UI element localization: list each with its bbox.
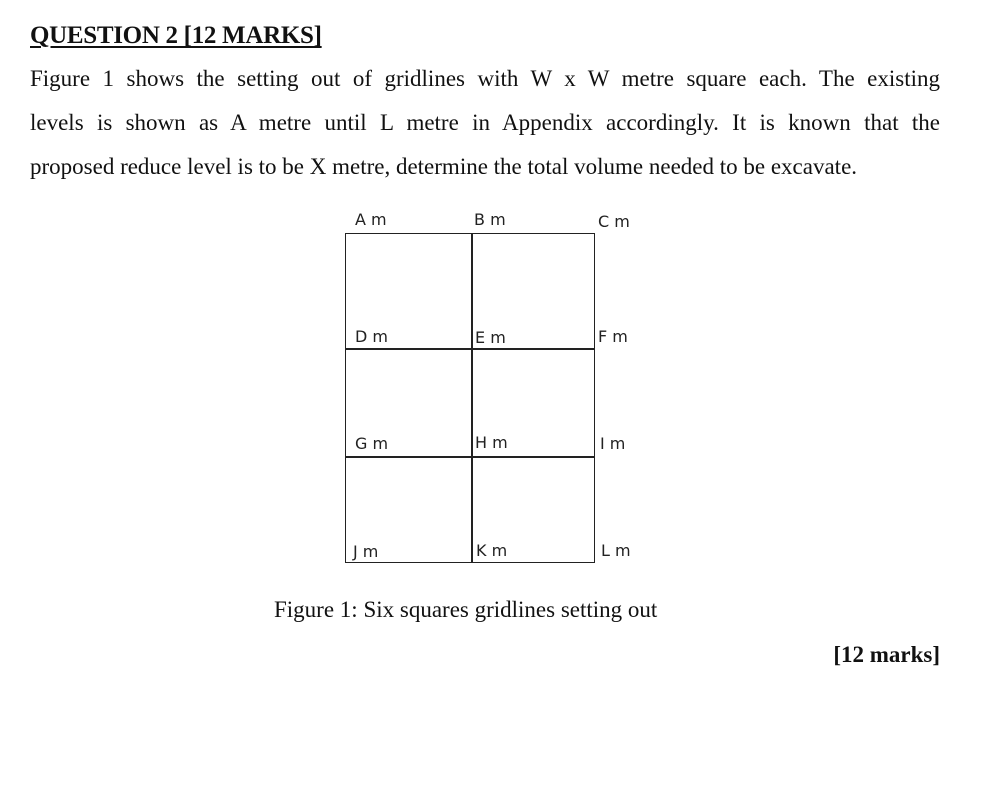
grid-point-e-label: E m (475, 328, 506, 347)
question-text-line-2: levels is shown as A metre until L metre in Appendix accordingly. It is known that the (30, 110, 940, 135)
question-text-line-3: proposed reduce level is to be X metre, determine the total volume needed to be excavate. (30, 154, 858, 179)
question-heading: QUESTION 2 [12 MARKS] (30, 22, 322, 49)
question-text-line (30, 110, 940, 136)
grid-vertical-line (471, 234, 473, 562)
grid-point-f-label: F m (598, 327, 628, 346)
grid-point-b-label: B m (474, 210, 506, 229)
grid-point-j-label: J m (353, 542, 379, 561)
marks-label: [12 marks] (833, 642, 940, 667)
grid-point-l-label: L m (601, 541, 631, 560)
question-text-line-1: Figure 1 shows the setting out of gridlines with W x W metre square each. The existing (30, 66, 940, 91)
grid-point-g-label: G m (355, 434, 389, 453)
grid-point-h-label: H m (475, 433, 508, 452)
grid-point-i-label: I m (600, 434, 626, 453)
grid-point-c-label: C m (598, 212, 630, 231)
figure-caption: Figure 1: Six squares gridlines setting out (274, 597, 658, 622)
grid-horizontal-line (346, 348, 594, 350)
grid-frame (345, 233, 595, 563)
grid-point-d-label: D m (355, 327, 388, 346)
question-text-line (30, 154, 940, 180)
grid-point-k-label: K m (476, 541, 508, 560)
question-text-line (30, 66, 940, 92)
grid-horizontal-line (346, 456, 594, 458)
grid-point-a-label: A m (355, 210, 387, 229)
